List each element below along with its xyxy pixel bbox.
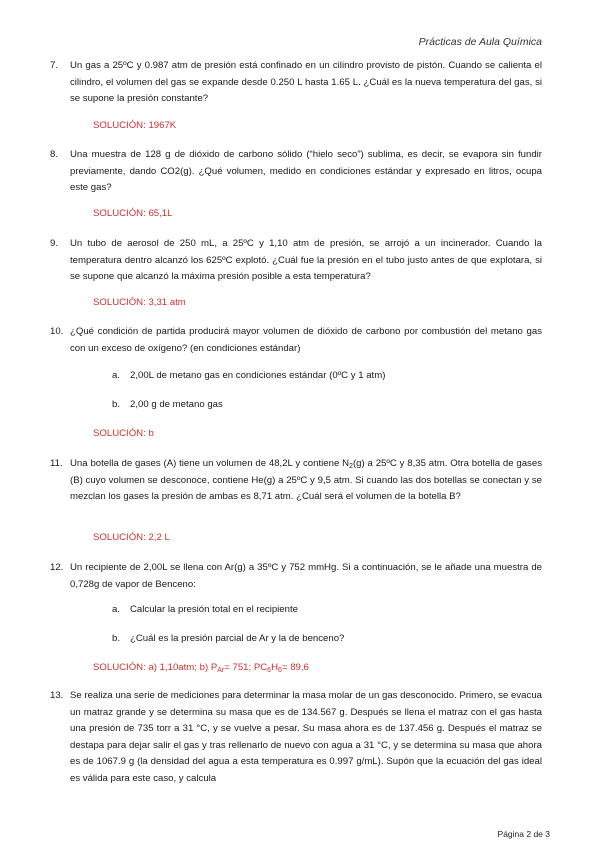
question-13 <box>50 688 542 787</box>
question-number: 7. <box>50 60 59 71</box>
option-12b <box>112 633 345 644</box>
question-text: Un recipiente de 2,00L se llena con Ar(g) a 35ºC y 752 mmHg. Si a continuación, se le añade una muestra de 0,728g de vapor de Benceno: <box>70 562 542 590</box>
subscript: Ar <box>217 667 225 674</box>
question-12 <box>50 560 542 593</box>
question-11 <box>50 456 542 506</box>
question-text-part2: (g) a 25ºC y 8,35 atm. Otra botella de gases (B) cuyo volumen se desconoce, contiene He(g) a 25ºC y 9,5 atm. Si cuando las dos botellas se conectan y se mezclan los gases la presión de ambas es 8,71 atm. ¿Cuál será el volumen de la botella B? <box>70 458 542 502</box>
question-text-part1: Una botella de gases (A) tiene un volumen de 48,2L y contiene N <box>70 458 350 469</box>
question-number: 9. <box>50 238 59 249</box>
solution-8: SOLUCIÓN: 65,1L <box>93 208 173 219</box>
option-10b <box>112 399 223 410</box>
question-10 <box>50 324 542 357</box>
option-10a <box>112 370 386 381</box>
option-text: ¿Cuál es la presión parcial de Ar y la de benceno? <box>130 633 345 644</box>
question-8 <box>50 147 542 197</box>
solution-9: SOLUCIÓN: 3,31 atm <box>93 297 186 308</box>
solution-11: SOLUCIÓN: 2,2 L <box>93 532 170 543</box>
option-label: a. <box>112 370 121 381</box>
subscript: 6 <box>267 667 272 674</box>
question-text: Se realiza una serie de mediciones para determinar la masa molar de un gas desconocido. Primero, se evacua un matraz grande y se determina su masa que es de 134.567 g. Después se llena el matraz con el gas hasta una presión de 735 torr a 31 °C, y se vuelve a pesar. Su masa ahora es de 137.456 g. Después el matraz se destapa para dejar salir el gas y tras rellenarlo de nuevo con agua a 31 °C, y se determina su masa que ahora es de 1067.9 g (la densidad del agua a esta temperatura es 0.997 g/mL). Supón que la ecuación del gas ideal es válida para este caso, y calcula <box>70 690 542 784</box>
subscript: 6 <box>278 667 282 674</box>
option-text: Calcular la presión total en el recipiente <box>130 604 298 615</box>
page-header: Prácticas de Aula Química <box>418 36 542 48</box>
subscript: 2 <box>349 463 353 470</box>
question-number: 10. <box>50 326 64 337</box>
option-label: b. <box>112 633 121 644</box>
solution-part4: = 89,6 <box>281 662 309 673</box>
solution-7: SOLUCIÓN: 1967K <box>93 120 177 131</box>
solution-10: SOLUCIÓN: b <box>93 428 154 439</box>
question-text: Un gas a 25ºC y 0.987 atm de presión está confinado en un cilindro provisto de pistón. Cuando se calienta el cilindro, el volumen del gas se expande desde 0.250 L hasta 1.65 L. ¿Cuál es la nueva temperatura del gas, si se supone la presión constante? <box>70 60 542 104</box>
solution-12 <box>93 662 309 673</box>
question-text: ¿Qué condición de partida producirá mayor volumen de dióxido de carbono por combustión del metano gas con un exceso de oxígeno? (en condiciones estándar) <box>70 326 542 354</box>
option-label: a. <box>112 604 121 615</box>
option-text: 2,00L de metano gas en condiciones estándar (0ºC y 1 atm) <box>130 370 386 381</box>
question-number: 13. <box>50 690 64 701</box>
solution-part1: SOLUCIÓN: a) 1,10atm; b) P <box>93 662 218 673</box>
question-number: 11. <box>50 458 63 469</box>
option-12a <box>112 604 298 615</box>
question-7 <box>50 58 542 108</box>
question-text: Un tubo de aerosol de 250 mL, a 25ºC y 1,10 atm de presión, se arrojó a un incinerador. Cuando la temperatura dentro alcanzó los 625ºC explotó. ¿Cuál fue la presión en el tubo justo antes de que explotara, si se supone que alcanzó la máxima presión posible a esta temperatura? <box>70 238 542 282</box>
question-9 <box>50 236 542 286</box>
page-number: Página 2 de 3 <box>497 829 550 839</box>
question-number: 12. <box>50 562 64 573</box>
option-label: b. <box>112 399 121 410</box>
solution-part2: = 751; PC <box>224 662 268 673</box>
question-number: 8. <box>50 149 59 160</box>
question-text: Una muestra de 128 g de dióxido de carbono sólido (“hielo seco”) sublima, es decir, se evapora sin fundir previamente, dando CO2(g). ¿Qué volumen, medido en condiciones estándar y expresado en litros, ocupa este gas? <box>70 149 542 193</box>
option-text: 2,00 g de metano gas <box>130 399 223 410</box>
solution-part3: H <box>271 662 279 673</box>
